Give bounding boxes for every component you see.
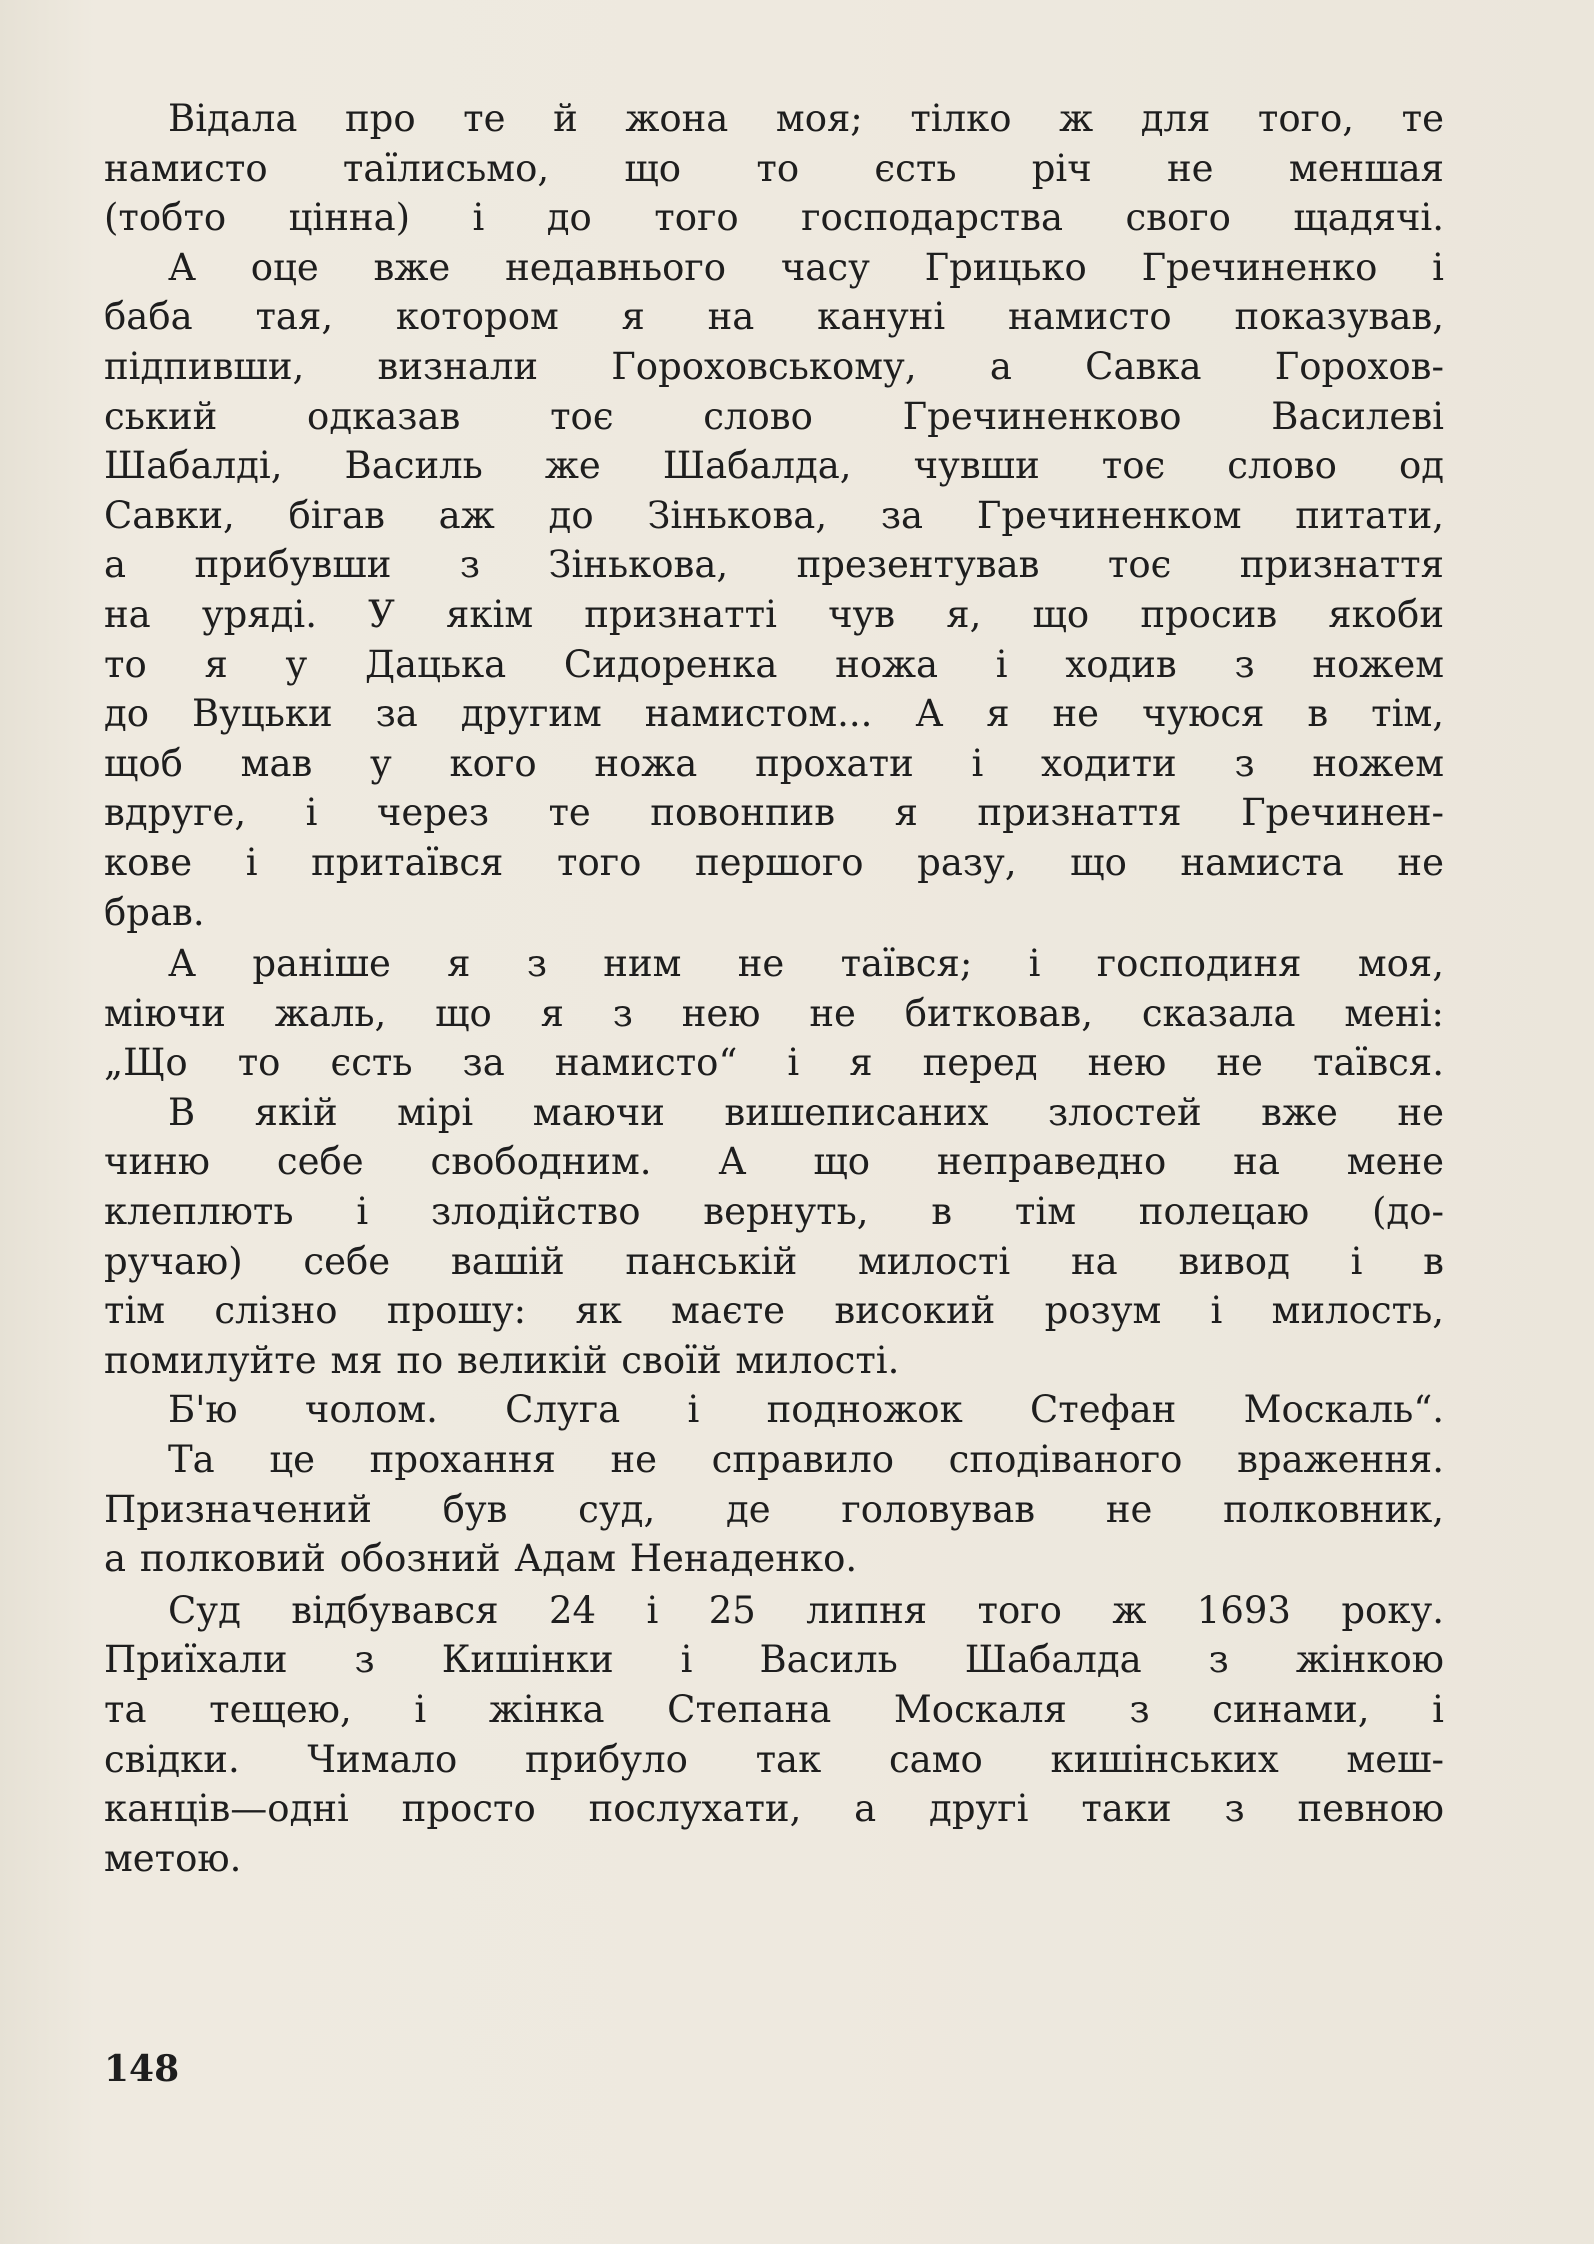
body-text bbox=[104, 94, 1444, 1883]
text-line: метою. bbox=[104, 1836, 242, 1880]
text-line: до Вуцьки за другим намистом... А я не чуюся в тім, bbox=[104, 692, 1444, 736]
text-line: підпивши, визнали Гороховському, а Савка Горохов- bbox=[104, 344, 1444, 388]
text-line: брав. bbox=[104, 890, 205, 934]
text-line: помилуйте мя по великій своїй милості. bbox=[104, 1338, 900, 1382]
text-line: Та це прохання не справило сподіваного враження. bbox=[168, 1438, 1444, 1482]
text-line: кове і притаївся того першого разу, що намиста не bbox=[104, 840, 1444, 884]
text-line: щоб мав у кого ножа прохати і ходити з ножем bbox=[104, 741, 1444, 785]
text-line: а полковий обозний Адам Ненаденко. bbox=[104, 1537, 858, 1581]
text-line: ський одказав тоє слово Гречиненково Василеві bbox=[104, 394, 1444, 438]
text-line: тім слізно прошу: як маєте високий розум і милость, bbox=[104, 1289, 1444, 1333]
page-number: 148 bbox=[104, 2048, 180, 2090]
text-line: на уряді. У якім признатті чув я, що просив якоби bbox=[104, 592, 1444, 636]
text-line: свідки. Чимало прибуло так само кишінських меш- bbox=[104, 1737, 1444, 1781]
text-line: міючи жаль, що я з нею не битковав, сказала мені: bbox=[104, 991, 1444, 1035]
text-line: Шабалді, Василь же Шабалда, чувши тоє слово од bbox=[104, 444, 1444, 488]
text-line: намисто таїлисьмо, що то єсть річ не меншая bbox=[104, 146, 1444, 190]
text-line: баба тая, котором я на кануні намисто показував, bbox=[104, 295, 1444, 339]
text-line: А оце вже недавнього часу Грицько Гречиненко і bbox=[168, 245, 1444, 289]
text-line: Відала про те й жона моя; тілко ж для того, те bbox=[168, 97, 1444, 140]
text-line: Б'ю чолом. Слуга і подножок Стефан Москаль“. bbox=[168, 1388, 1444, 1432]
text-line: (тобто цінна) і до того господарства свого щадячі. bbox=[104, 196, 1444, 240]
text-line: вдруге, і через те повонпив я признаття Гречинен- bbox=[104, 791, 1444, 835]
text-line: Приїхали з Кишінки і Василь Шабалда з жінкою bbox=[104, 1638, 1444, 1682]
text-line: Савки, бігав аж до Зінькова, за Гречиненком питати, bbox=[104, 493, 1444, 537]
text-line: чиню себе свободним. А що неправедно на мене bbox=[104, 1140, 1444, 1184]
text-line: Суд відбувався 24 і 25 липня того ж 1693 року. bbox=[168, 1588, 1444, 1632]
text-line: В якій мірі маючи вишеписаних злостей вже не bbox=[168, 1090, 1444, 1134]
text-line: а прибувши з Зінькова, презентував тоє признаття bbox=[104, 543, 1444, 587]
text-line: то я у Дацька Сидоренка ножа і ходив з ножем bbox=[104, 642, 1444, 686]
text-line: канців—одні просто послухати, а другі таки з певною bbox=[104, 1787, 1444, 1831]
text-line: „Що то єсть за намисто“ і я перед нею не таївся. bbox=[104, 1041, 1444, 1085]
text-line: та тещею, і жінка Степана Москаля з синами, і bbox=[104, 1688, 1444, 1731]
text-line: Призначений був суд, де головував не полковник, bbox=[104, 1487, 1444, 1531]
text-line: клеплють і злодійство вернуть, в тім полецаю (до- bbox=[104, 1190, 1444, 1234]
text-line: ручаю) себе вашій панській милості на вивод і в bbox=[104, 1239, 1444, 1283]
text-line: А раніше я з ним не таївся; і господиня моя, bbox=[168, 942, 1444, 986]
